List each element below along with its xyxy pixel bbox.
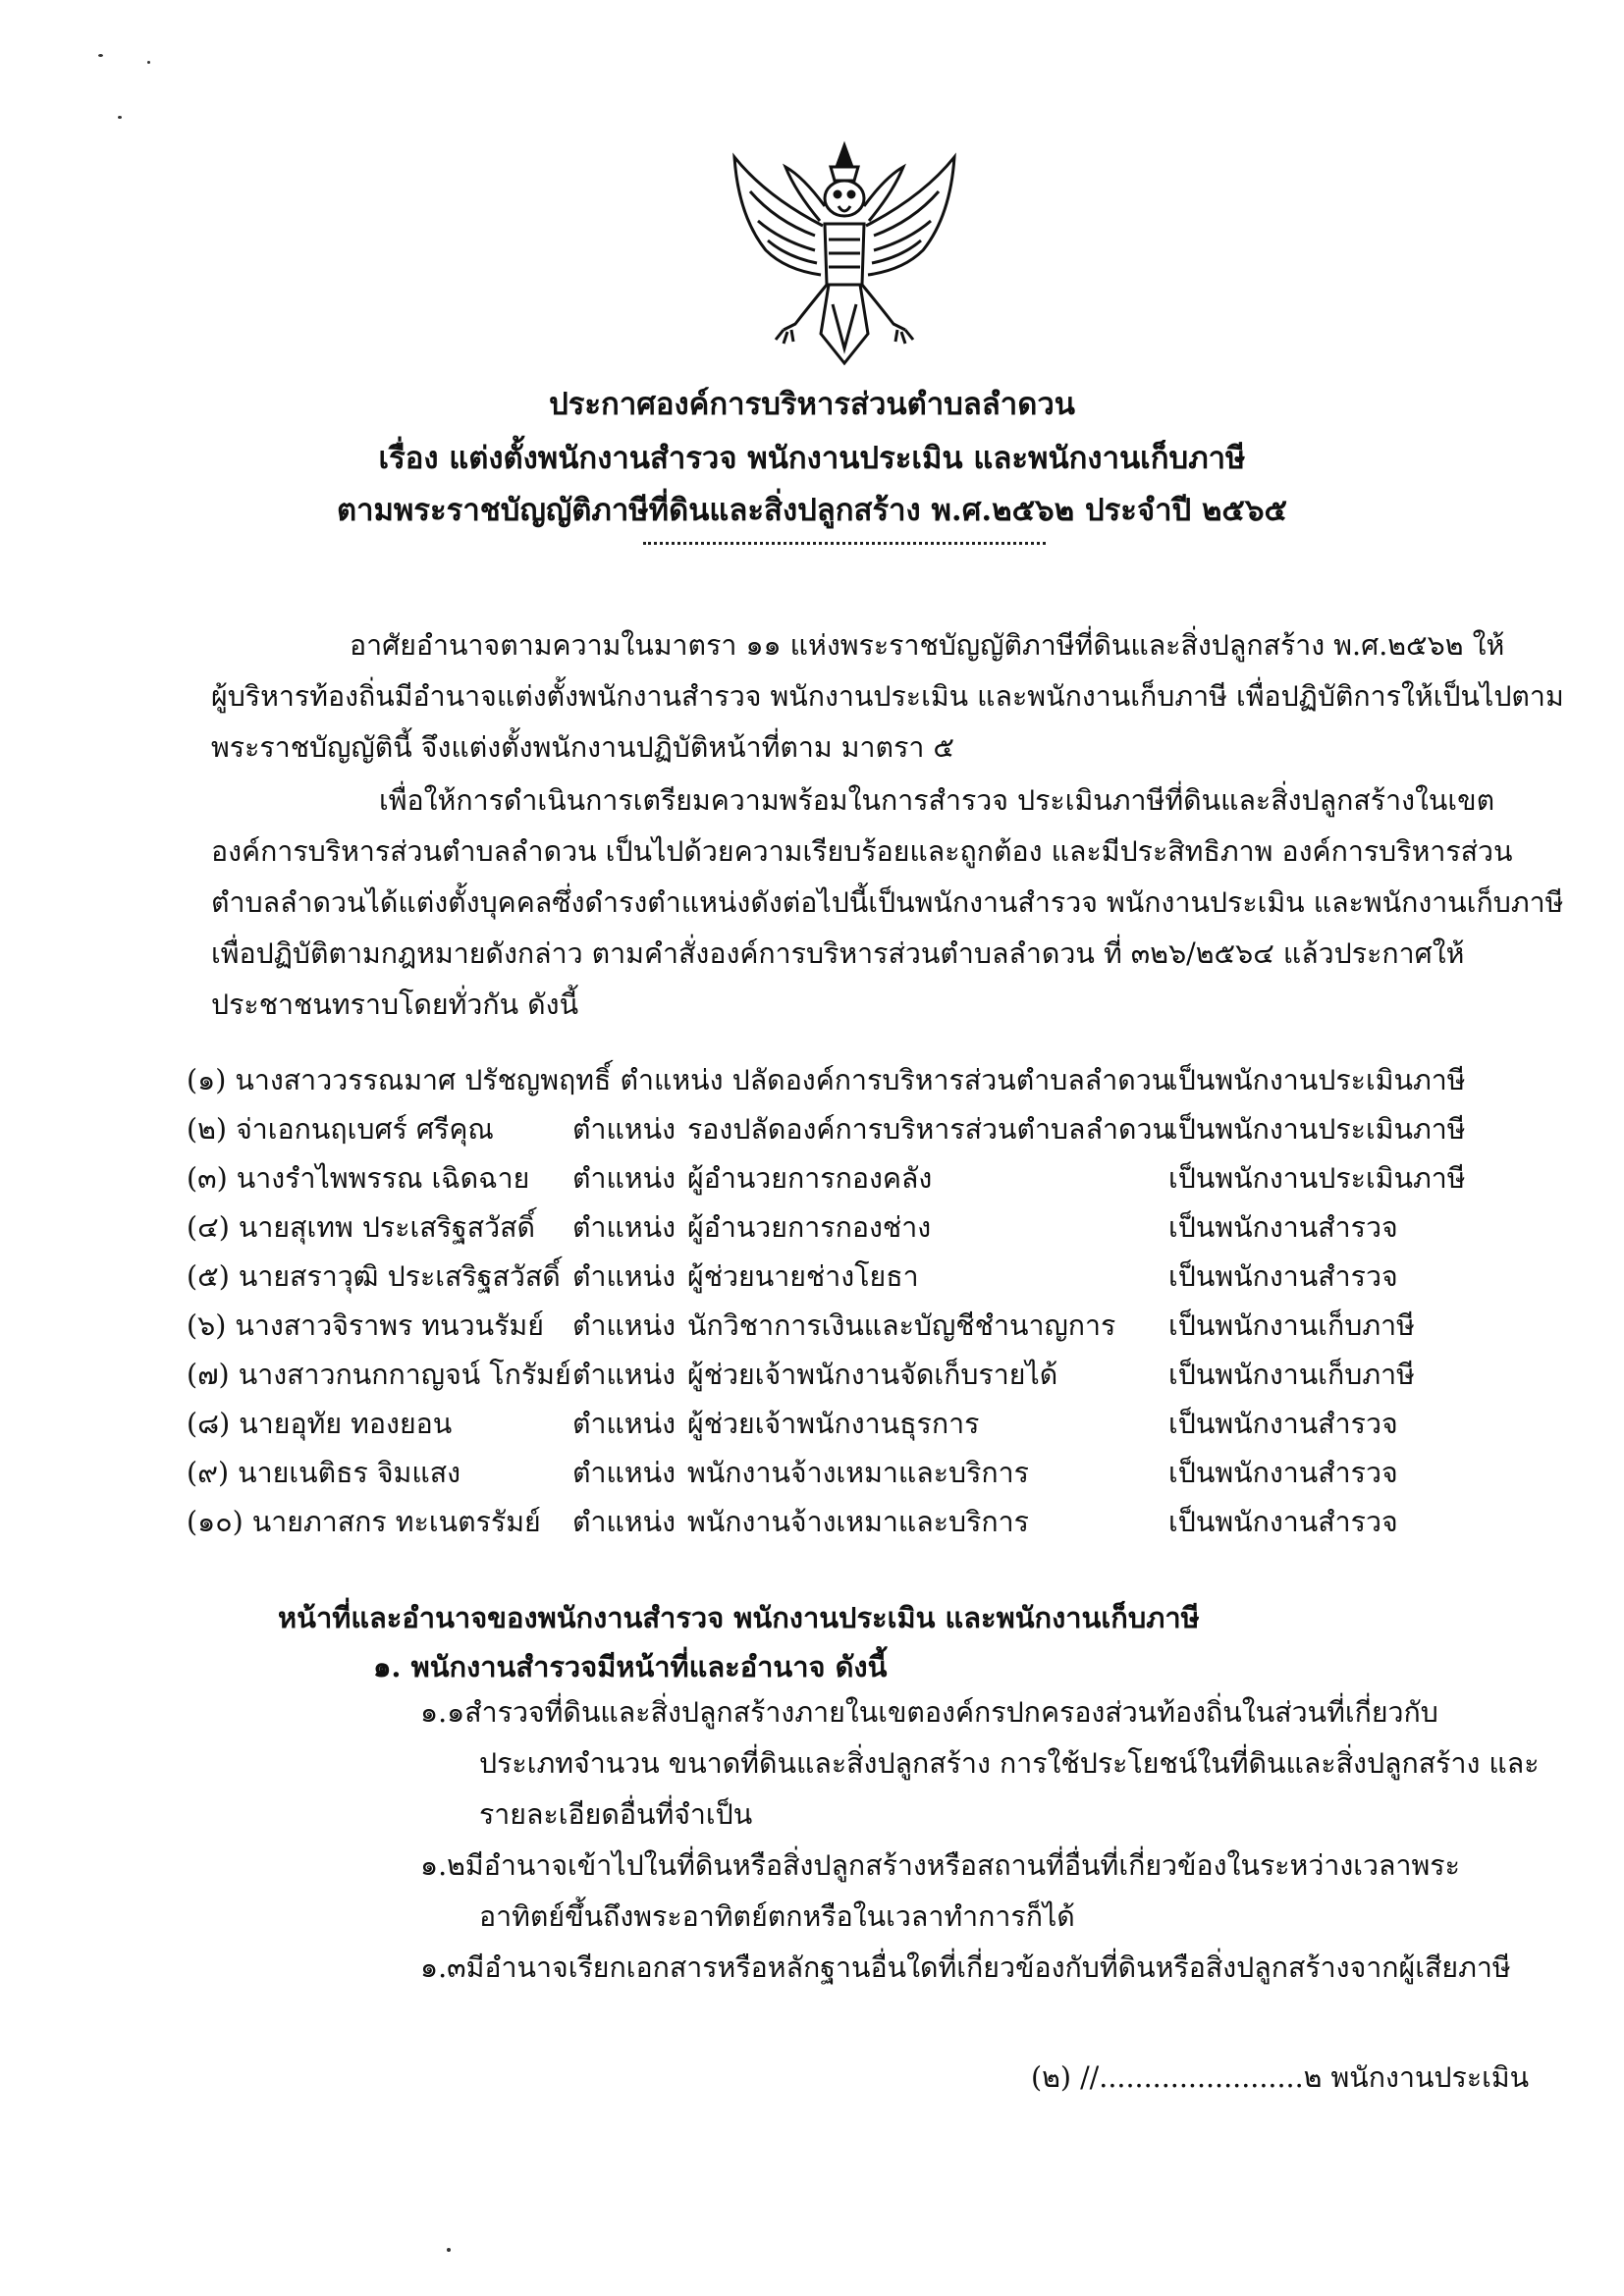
staff-role: เป็นพนักงานสำรวจ: [1168, 1408, 1398, 1440]
scan-speck: [98, 54, 103, 57]
scan-speck: [447, 2248, 451, 2252]
duty-1-2-line-1: ๑.๒มีอำนาจเข้าไปในที่ดินหรือสิ่งปลูกสร้างหรือสถานที่อื่นที่เกี่ยวข้องในระหว่างเวลาพระ: [420, 1849, 1460, 1882]
staff-name: (๔) นายสุเทพ ประเสริฐสวัสดิ์: [187, 1211, 535, 1244]
staff-row: [187, 1254, 1463, 1301]
staff-row: [187, 1450, 1463, 1497]
staff-name: (๖) นางสาวจิราพร ทนวนรัมย์: [187, 1309, 544, 1342]
staff-role: เป็นพนักงานเก็บภาษี: [1168, 1359, 1415, 1391]
staff-name: (๙) นายเนติธร จิมแสง: [187, 1457, 461, 1489]
staff-position: นักวิชาการเงินและบัญชีชำนาญการ: [687, 1309, 1116, 1342]
duty-1-1-line-3: รายละเอียดอื่นที่จำเป็น: [479, 1798, 753, 1831]
staff-position-label: ตำแหน่ง: [572, 1211, 677, 1244]
page-continuation: (๒) //.......................๒ พนักงานประเมิน: [1031, 2061, 1530, 2094]
paragraph-2-line-5: ประชาชนทราบโดยทั่วกัน ดังนี้: [211, 988, 579, 1021]
staff-position: ผู้อำนวยการกองช่าง: [687, 1211, 932, 1244]
staff-name: (๒) จ่าเอกนฤเบศร์ ศรีคุณ: [187, 1113, 494, 1146]
staff-row: [187, 1401, 1463, 1448]
subject-line: เรื่อง แต่งตั้งพนักงานสำรวจ พนักงานประเมิน และพนักงานเก็บภาษี: [378, 441, 1246, 476]
duty-1-1-line-2: ประเภทจำนวน ขนาดที่ดินและสิ่งปลูกสร้าง การใช้ประโยชน์ในที่ดินและสิ่งปลูกสร้าง และ: [479, 1747, 1540, 1780]
staff-position-label: ตำแหน่ง: [572, 1309, 677, 1342]
staff-name: (๑๐) นายภาสกร ทะเนตรรัมย์: [187, 1506, 541, 1538]
act-reference-line: ตามพระราชบัญญัติภาษีที่ดินและสิ่งปลูกสร้าง พ.ศ.๒๕๖๒ ประจำปี ๒๕๖๕: [336, 493, 1288, 528]
staff-name: (๕) นายสราวุฒิ ประเสริฐสวัสดิ์: [187, 1260, 561, 1293]
scan-speck: [118, 116, 122, 119]
staff-name: (๓) นางรำไพพรรณ เฉิดฉาย: [187, 1162, 530, 1195]
staff-role: เป็นพนักงานประเมินภาษี: [1168, 1162, 1466, 1195]
staff-position-label: ตำแหน่ง: [572, 1359, 677, 1391]
staff-position-label: ตำแหน่ง: [572, 1113, 677, 1146]
paragraph-1-line-1: อาศัยอำนาจตามความในมาตรา ๑๑ แห่งพระราชบัญญัติภาษีที่ดินและสิ่งปลูกสร้าง พ.ศ.๒๕๖๒ ให้: [350, 629, 1505, 662]
duty-1-1-line-1: ๑.๑สำรวจที่ดินและสิ่งปลูกสร้างภายในเขตองค์กรปกครองส่วนท้องถิ่นในส่วนที่เกี่ยวกับ: [420, 1696, 1438, 1729]
staff-role: เป็นพนักงานสำรวจ: [1168, 1457, 1398, 1489]
staff-role: เป็นพนักงานประเมินภาษี: [1168, 1064, 1466, 1096]
paragraph-2-line-2: องค์การบริหารส่วนตำบลลำดวน เป็นไปด้วยความเรียบร้อยและถูกต้อง และมีประสิทธิภาพ องค์การบริหารส่วน: [211, 835, 1513, 868]
staff-name: (๗) นางสาวกนกกาญจน์ โกรัมย์: [187, 1359, 571, 1391]
staff-role: เป็นพนักงานสำรวจ: [1168, 1260, 1398, 1293]
staff-position-label: ตำแหน่ง: [572, 1162, 677, 1195]
staff-row: [187, 1106, 1466, 1153]
paragraph-1-line-2: ผู้บริหารท้องถิ่นมีอำนาจแต่งตั้งพนักงานสำรวจ พนักงานประเมิน และพนักงานเก็บภาษี เพื่อปฏิบัติการให้เป็นไปตาม: [211, 680, 1564, 713]
staff-position: ผู้อำนวยการกองคลัง: [687, 1162, 933, 1195]
staff-position-label: ตำแหน่ง: [572, 1506, 677, 1538]
staff-role: เป็นพนักงานเก็บภาษี: [1168, 1309, 1415, 1342]
staff-row: [187, 1499, 1463, 1546]
duties-sub-heading: ๑. พนักงานสำรวจมีหน้าที่และอำนาจ ดังนี้: [373, 1650, 888, 1683]
duties-heading: หน้าที่และอำนาจของพนักงานสำรวจ พนักงานประเมิน และพนักงานเก็บภาษี: [278, 1601, 1200, 1634]
staff-position: พนักงานจ้างเหมาและบริการ: [687, 1457, 1029, 1489]
staff-position: ผู้ช่วยนายช่างโยธา: [687, 1260, 919, 1293]
staff-position: รองปลัดองค์การบริหารส่วนตำบลลำดวน: [687, 1113, 1171, 1146]
staff-row: [187, 1303, 1463, 1350]
paragraph-2-line-1: เพื่อให้การดำเนินการเตรียมความพร้อมในการสำรวจ ประเมินภาษีที่ดินและสิ่งปลูกสร้างในเขต: [379, 784, 1495, 817]
staff-position: ผู้ช่วยเจ้าพนักงานธุรการ: [687, 1408, 980, 1440]
paragraph-1-line-3: พระราชบัญญัตินี้ จึงแต่งตั้งพนักงานปฏิบัติหน้าที่ตาม มาตรา ๕: [211, 731, 955, 764]
garuda-emblem-icon: [727, 137, 962, 368]
scan-speck: [147, 61, 150, 64]
staff-role: เป็นพนักงานสำรวจ: [1168, 1506, 1398, 1538]
staff-position: ผู้ช่วยเจ้าพนักงานจัดเก็บรายได้: [687, 1359, 1058, 1391]
staff-name: (๘) นายอุทัย ทองยอน: [187, 1408, 453, 1440]
announcement-title: ประกาศองค์การบริหารส่วนตำบลลำดวน: [549, 387, 1075, 422]
duty-1-3-line-1: ๑.๓มีอำนาจเรียกเอกสารหรือหลักฐานอื่นใดที่เกี่ยวข้องกับที่ดินหรือสิ่งปลูกสร้างจากผู้เสียภาษี: [420, 1951, 1511, 1984]
staff-position-label: ตำแหน่ง: [572, 1408, 677, 1440]
staff-position-label: ตำแหน่ง: [572, 1260, 677, 1293]
staff-role: เป็นพนักงานประเมินภาษี: [1168, 1113, 1466, 1146]
staff-role: เป็นพนักงานสำรวจ: [1168, 1211, 1398, 1244]
staff-row: [187, 1057, 1466, 1104]
staff-row: [187, 1352, 1463, 1399]
staff-row: [187, 1204, 1463, 1252]
paragraph-2-line-3: ตำบลลำดวนได้แต่งตั้งบุคคลซึ่งดำรงตำแหน่งดังต่อไปนี้เป็นพนักงานสำรวจ พนักงานประเมิน และพนักงานเก็บภาษี: [211, 886, 1564, 919]
staff-name: (๑) นางสาววรรณมาศ ปรัชญพฤทธิ์ ตำแหน่ง ปลัดองค์การบริหารส่วนตำบลลำดวน: [187, 1064, 1171, 1096]
staff-position-label: ตำแหน่ง: [572, 1457, 677, 1489]
title-divider: [643, 538, 1046, 545]
staff-position: พนักงานจ้างเหมาและบริการ: [687, 1506, 1029, 1538]
paragraph-2-line-4: เพื่อปฏิบัติตามกฎหมายดังกล่าว ตามคำสั่งองค์การบริหารส่วนตำบลลำดวน ที่ ๓๒๖/๒๕๖๔ แล้วประกาศให้: [211, 937, 1465, 970]
duty-1-2-line-2: อาทิตย์ขึ้นถึงพระอาทิตย์ตกหรือในเวลาทำการก็ได้: [479, 1900, 1075, 1933]
staff-row: [187, 1155, 1466, 1202]
